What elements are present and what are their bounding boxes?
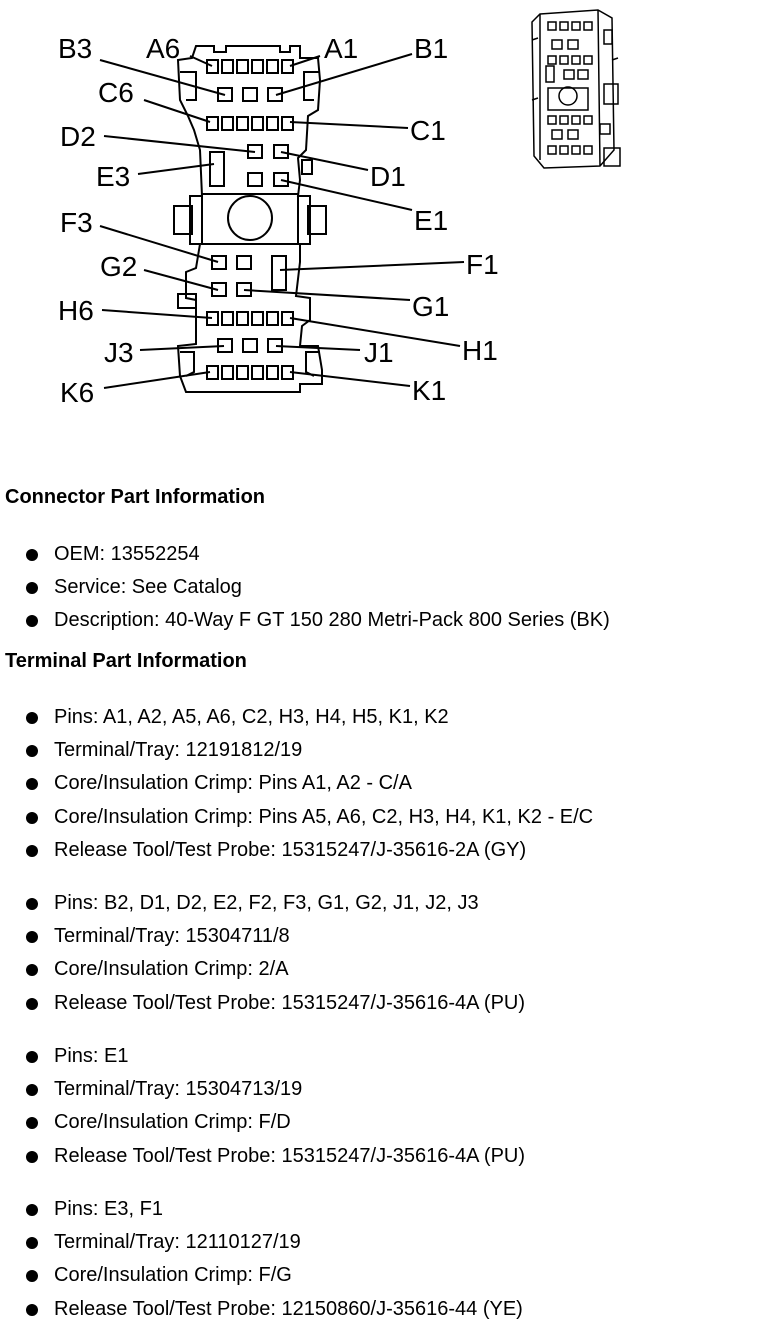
- pin-label-g1: G1: [412, 291, 450, 322]
- list-item-text: Core/Insulation Crimp: F/D: [54, 1111, 291, 1134]
- list-item-text: Pins: B2, D1, D2, E2, F2, F3, G1, G2, J1, J2, J3: [54, 892, 479, 914]
- list-item-text: Core/Insulation Crimp: Pins A1, A2 - C/A: [54, 772, 412, 795]
- pin-label-e1: E1: [414, 205, 449, 236]
- list-item-text: OEM: 13552254: [54, 543, 200, 565]
- list-item-text: Service: See Catalog: [54, 576, 242, 599]
- list-item-text: Release Tool/Test Probe: 15315247/J-35616-4A (PU): [54, 991, 526, 1014]
- list-item-text: Pins: E3, F1: [54, 1198, 163, 1220]
- list-item: [0, 1140, 768, 1173]
- list-item: [0, 887, 768, 920]
- bullet-icon: [26, 1204, 38, 1216]
- list-item: [0, 1293, 768, 1326]
- bullet-icon: [26, 812, 38, 824]
- list-item-text: Core/Insulation Crimp: 2/A: [54, 958, 289, 981]
- list-item: [0, 1040, 768, 1073]
- bullet-icon: [26, 1051, 38, 1063]
- bullet-icon: [26, 778, 38, 790]
- pin-label-g2: G2: [100, 251, 138, 282]
- pin-label-c6: C6: [98, 77, 134, 108]
- list-item: [0, 1073, 768, 1106]
- terminal-group-1: [0, 701, 768, 867]
- bullet-icon: [26, 931, 38, 943]
- list-item: [0, 1259, 768, 1292]
- pin-label-k6: K6: [60, 377, 95, 408]
- pin-label-j3: J3: [104, 337, 134, 368]
- list-item: [0, 834, 768, 867]
- list-item-text: Terminal/Tray: 12191812/19: [54, 739, 303, 762]
- list-item-text: Pins: E1: [54, 1045, 129, 1067]
- list-item-text: Core/Insulation Crimp: Pins A5, A6, C2, H3, H4, K1, K2 - E/C: [54, 805, 594, 828]
- bullet-icon: [26, 745, 38, 757]
- list-item-text: Terminal/Tray: 12110127/19: [54, 1231, 301, 1254]
- terminal-group-3: [0, 1040, 768, 1173]
- bullet-icon: [26, 615, 38, 627]
- list-item-text: Release Tool/Test Probe: 15315247/J-35616-2A (GY): [54, 838, 527, 861]
- list-item-text: Terminal/Tray: 15304711/8: [54, 925, 290, 948]
- terminal-group-2: [0, 887, 768, 1020]
- pin-label-d1: D1: [370, 161, 406, 192]
- pin-label-h6: H6: [58, 295, 94, 326]
- list-item: [0, 767, 768, 800]
- bullet-icon: [26, 1270, 38, 1282]
- pin-label-k1: K1: [412, 375, 447, 406]
- pin-label-f3: F3: [60, 207, 93, 238]
- pin-label-a1: A1: [324, 33, 359, 64]
- pin-label-a6: A6: [146, 33, 181, 64]
- bullet-icon: [26, 1117, 38, 1129]
- pin-label-e3: E3: [96, 161, 131, 192]
- pin-label-b3: B3: [58, 33, 93, 64]
- bullet-icon: [26, 582, 38, 594]
- list-item: [0, 953, 768, 986]
- list-item-text: Core/Insulation Crimp: F/G: [54, 1264, 292, 1287]
- list-item: [0, 1193, 768, 1226]
- list-item: [0, 734, 768, 767]
- pin-label-h1: H1: [462, 335, 498, 366]
- bullet-icon: [26, 1304, 38, 1316]
- list-item: [0, 571, 768, 604]
- connector-info-list: [0, 538, 768, 638]
- list-item: [0, 1226, 768, 1259]
- bullet-icon: [26, 1151, 38, 1163]
- bullet-icon: [26, 712, 38, 724]
- bullet-icon: [26, 898, 38, 910]
- bullet-icon: [26, 549, 38, 561]
- list-item: [0, 920, 768, 953]
- list-item: [0, 1106, 768, 1139]
- pin-label-b1: B1: [414, 33, 449, 64]
- terminal-group-4: [0, 1193, 768, 1326]
- bullet-icon: [26, 998, 38, 1010]
- bullet-icon: [26, 1084, 38, 1096]
- list-item-text: Terminal/Tray: 15304713/19: [54, 1078, 303, 1101]
- bullet-icon: [26, 1237, 38, 1249]
- bullet-icon: [26, 964, 38, 976]
- pin-label-c1: C1: [410, 115, 446, 146]
- list-item-text: Release Tool/Test Probe: 12150860/J-35616-44 (YE): [54, 1297, 523, 1320]
- pin-label-f1: F1: [466, 249, 499, 280]
- terminal-info-heading: Terminal Part Information: [5, 650, 247, 672]
- list-item: [0, 801, 768, 834]
- pin-label-j1: J1: [364, 337, 394, 368]
- list-item: [0, 604, 768, 637]
- list-item: [0, 701, 768, 734]
- list-item: [0, 538, 768, 571]
- connector-info-heading: Connector Part Information: [5, 486, 266, 508]
- list-item-text: Release Tool/Test Probe: 15315247/J-35616-4A (PU): [54, 1144, 526, 1167]
- list-item: [0, 987, 768, 1020]
- pin-label-d2: D2: [60, 121, 96, 152]
- list-item-text: Pins: A1, A2, A5, A6, C2, H3, H4, H5, K1, K2: [54, 706, 449, 728]
- bullet-icon: [26, 845, 38, 857]
- list-item-text: Description: 40-Way F GT 150 280 Metri-Pack 800 Series (BK): [54, 609, 610, 632]
